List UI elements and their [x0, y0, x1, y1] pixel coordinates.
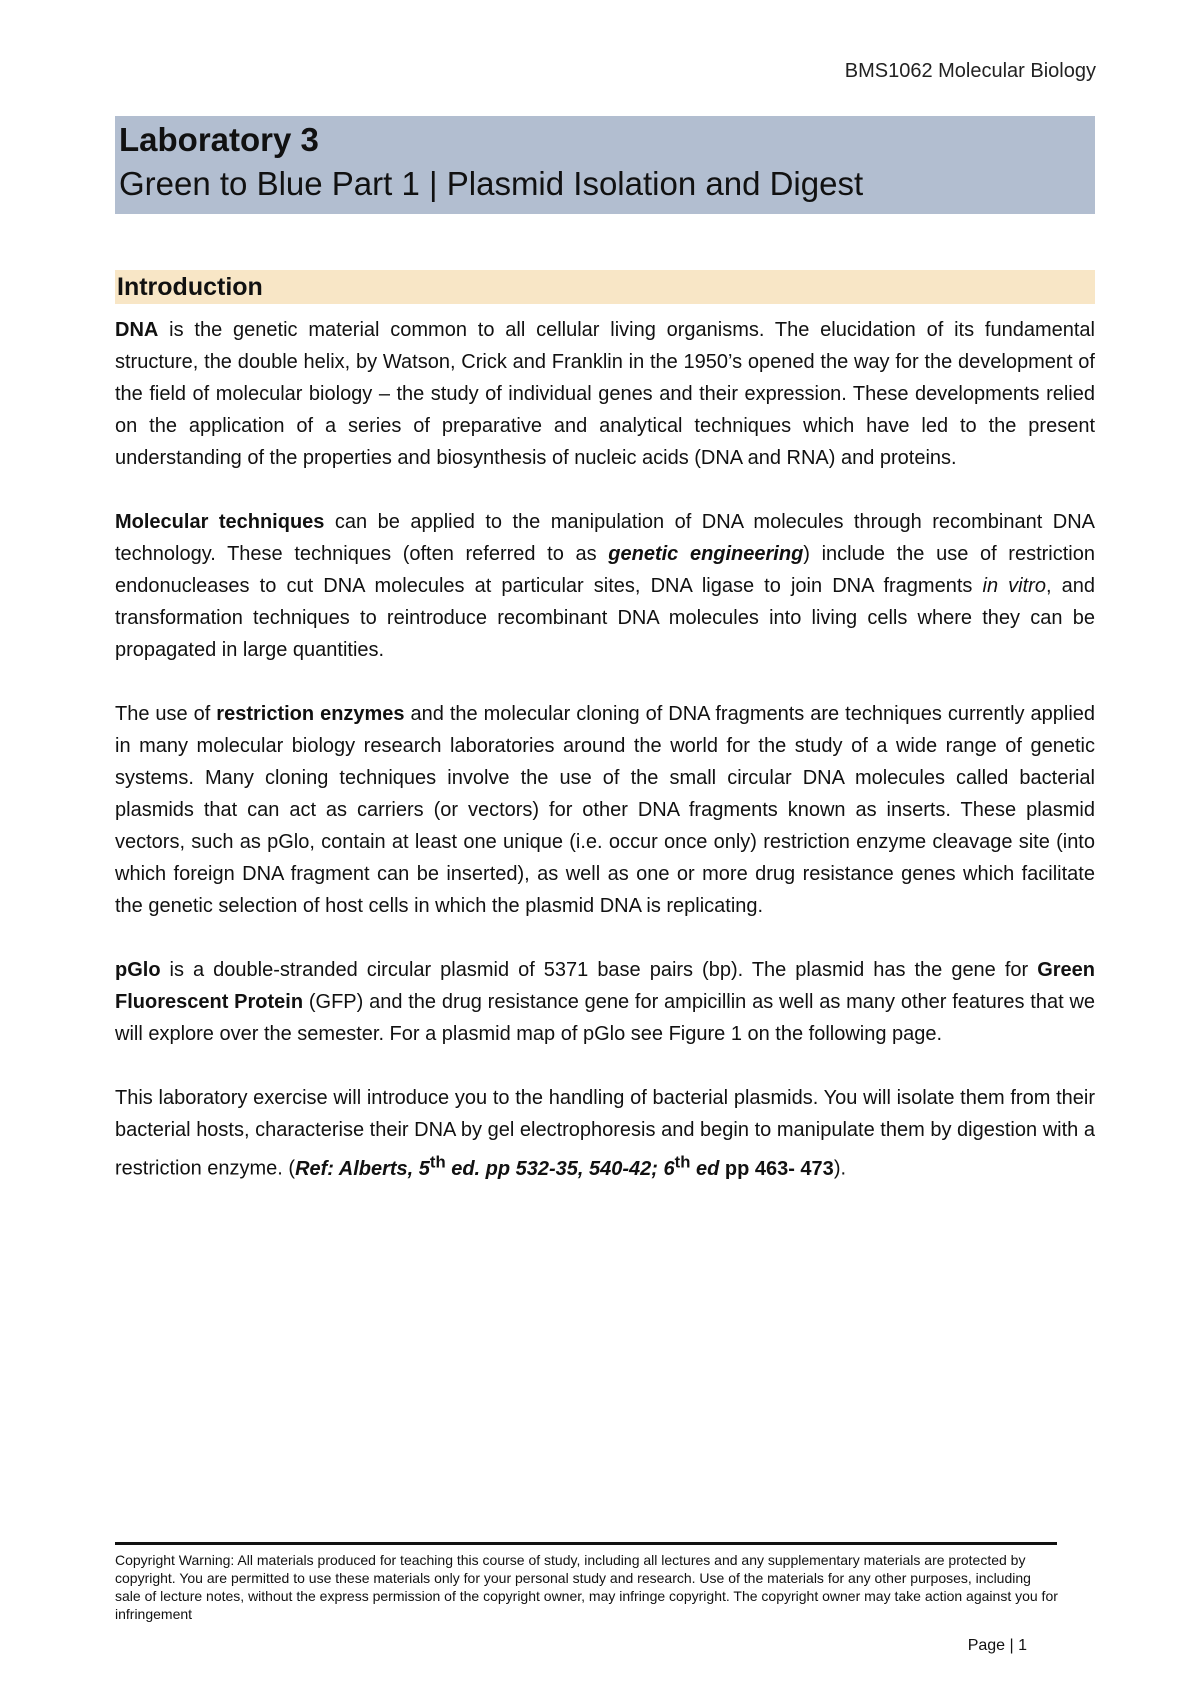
paragraph-text: can be applied to the manipulation of DNA molecules through recombinant DNA technology. These techniques (often referred to as [115, 511, 1095, 565]
paragraph-text: (GFP) and the drug resistance gene for ampicillin as well as many other features that we will explore over the semester. For a plasmid map of pGlo see Figure 1 on the following page. [115, 991, 1096, 1045]
paragraph-text: and the molecular cloning of DNA fragments are techniques currently applied in many molecular biology research laboratories around the world for the study of a wide range of genetic systems. Many cloning techniques involve the use of the small circular DNA molecules called bacterial plasmids that can act as carriers (or vectors) for other DNA fragments known as inserts. These plasmid vectors, such as pGlo, contain at least one unique (i.e. occur once only) restriction enzyme cleavage site (into which foreign DNA fragment can be inserted), as well as one or more drug resistance genes which facilitate the genetic selection of host cells in which the plasmid DNA is replicating. [115, 703, 1096, 917]
lab-title: Laboratory 3 [119, 121, 319, 158]
paragraph-molecular-techniques [115, 506, 1095, 666]
bold-term: Green Fluorescent Protein [115, 959, 1095, 1013]
paragraph-text: ). [833, 1157, 847, 1180]
italic-term: in vitro [982, 575, 1046, 597]
paragraph-text: , and transformation techniques to reintroduce recombinant DNA molecules into living cells where they can be propagated in large quantities. [115, 575, 1096, 661]
footer-divider [115, 1542, 1057, 1545]
bold-term: pGlo [115, 959, 161, 981]
course-header: BMS1062 Molecular Biology [844, 60, 1096, 82]
bold-italic-term: genetic engineering [608, 543, 804, 565]
document-body [115, 314, 1095, 1217]
paragraph-text: is the genetic material common to all cellular living organisms. The elucidation of its fundamental structure, the double helix, by Watson, Crick and Franklin in the 1950’s opened the way for the development of the field of molecular biology – the study of individual genes and their expression. These developments relied on the application of a series of preparative and analytical techniques which have led to the present understanding of the properties and biosynthesis of nucleic acids (DNA and RNA) and proteins. [115, 319, 1095, 469]
section-heading: Introduction [117, 273, 263, 301]
lab-subtitle: Green to Blue Part 1 | Plasmid Isolation and Digest [119, 165, 864, 202]
reference: Ref: Alberts, 5th ed. pp 532-35, 540-42; 6th ed pp 463- 473 [295, 1152, 834, 1180]
paragraph-pglo [115, 954, 1095, 1050]
paragraph-text: The use of [115, 703, 217, 725]
page-number: Page | 1 [967, 1637, 1027, 1654]
section-heading-band [115, 270, 1095, 304]
paragraph-exercise [115, 1082, 1095, 1185]
copyright-warning: Copyright Warning: All materials produced for teaching this course of study, including all lectures and any supplementary materials are protected by copyright. You are permitted to use these materials only for your personal study and research. Use of the materials for any other purposes, including sale of lecture notes, without the express permission of the copyright owner, may infringe copyright. The copyright owner may take action against you for infringement [115, 1552, 1058, 1622]
paragraph-restriction-enzymes [115, 698, 1095, 922]
bold-term: restriction enzymes [216, 703, 405, 725]
paragraph-text: is a double-stranded circular plasmid of 5371 base pairs (bp). The plasmid has the gene for [160, 959, 1038, 981]
paragraph-text: This laboratory exercise will introduce you to the handling of bacterial plasmids. You will isolate them from their bacterial hosts, characterise their DNA by gel electrophoresis and begin to manipulate them by digestion with a restriction enzyme. ( [115, 1087, 1095, 1180]
paragraph-text: ) include the use of restriction endonucleases to cut DNA molecules at particular sites, DNA ligase to join DNA fragments [115, 543, 1095, 597]
paragraph-dna [115, 314, 1095, 474]
bold-term: Molecular techniques [115, 511, 325, 533]
title-banner [115, 116, 1095, 214]
bold-term: DNA [115, 319, 159, 341]
